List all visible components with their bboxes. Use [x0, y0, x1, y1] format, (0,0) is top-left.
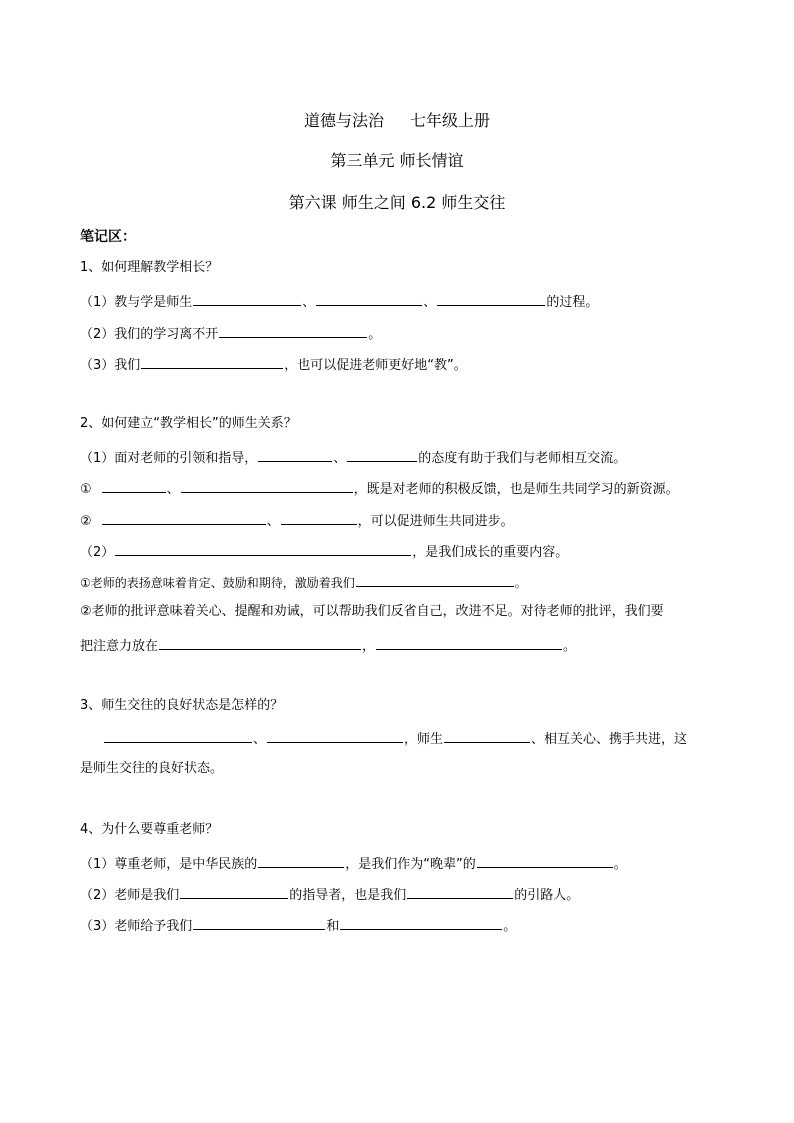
q3-question: 3、师生交往的良好状态是怎样的？: [80, 698, 284, 713]
q2-item-2: （2） ，是我们成长的重要内容。: [80, 541, 568, 562]
q1-item-1: （1）教与学是师生 、 、 的过程。: [80, 291, 598, 312]
blank-field[interactable]: [180, 884, 288, 899]
q3-answer-line-2: 是师生交往的良好状态。: [80, 761, 224, 776]
title-grade: 七年级上册: [410, 111, 491, 130]
blank-field[interactable]: [219, 323, 367, 338]
blank-field[interactable]: [340, 915, 502, 930]
blank-field[interactable]: [444, 728, 530, 743]
blank-field[interactable]: [407, 884, 513, 899]
unit-title: 第三单元 师长情谊: [330, 151, 464, 170]
q2-sub-2: ② 、 ，可以促进师生共同进步。: [80, 510, 514, 531]
q3-answer-line-1: 、 ，师生 、相互关心、携手共进，这: [80, 728, 687, 749]
q2-sub-4: ②老师的批评意味着关心、提醒和劝诫，可以帮助我们反省自己，改进不足。对待老师的批评，我们要: [80, 604, 664, 619]
blank-field[interactable]: [376, 635, 562, 650]
q4-item-1: （1）尊重老师，是中华民族的 ，是我们作为“晚辈”的 。: [80, 853, 627, 874]
blank-field[interactable]: [104, 728, 252, 743]
blank-field[interactable]: [159, 635, 361, 650]
q2-item-1: （1）面对老师的引领和指导， 、 的态度有助于我们与老师相互交流。: [80, 447, 626, 468]
blank-field[interactable]: [477, 853, 613, 868]
q1-question: 1、如何理解教学相长？: [80, 260, 219, 275]
q4-question: 4、为什么要尊重老师？: [80, 822, 219, 837]
lesson-title: 第六课 师生之间 6.2 师生交往: [288, 193, 506, 212]
blank-field[interactable]: [267, 728, 403, 743]
blank-field[interactable]: [193, 915, 325, 930]
blank-field[interactable]: [115, 541, 411, 556]
blank-field[interactable]: [258, 853, 344, 868]
q2-sub-4-cont: 把注意力放在 ， 。: [80, 635, 576, 656]
blank-field[interactable]: [102, 478, 166, 493]
blank-field[interactable]: [181, 478, 353, 493]
q1-item-2: （2）我们的学习离不开 。: [80, 323, 381, 344]
blank-field[interactable]: [437, 291, 545, 306]
q4-item-2: （2）老师是我们 的指导者，也是我们 的引路人。: [80, 884, 579, 905]
q2-sub-3: ①老师的表扬意味着肯定、鼓励和期待，激励着我们 。: [80, 572, 527, 592]
blank-field[interactable]: [281, 510, 357, 525]
q1-item-3: （3）我们 ，也可以促进老师更好地“教”。: [80, 354, 467, 375]
notes-label: 笔记区：: [80, 229, 136, 245]
title-subject: 道德与法治: [303, 111, 384, 130]
blank-field[interactable]: [258, 447, 332, 462]
q4-item-3: （3）老师给予我们 和 。: [80, 915, 516, 936]
page-title: [0, 108, 794, 131]
blank-field[interactable]: [356, 572, 514, 587]
q2-sub-1: ① 、 ，既是对老师的积极反馈，也是师生共同学习的新资源。: [80, 478, 679, 499]
blank-field[interactable]: [316, 291, 422, 306]
q2-question: 2、如何建立“教学相长”的师生关系？: [80, 416, 297, 431]
blank-field[interactable]: [193, 291, 301, 306]
blank-field[interactable]: [141, 354, 283, 369]
blank-field[interactable]: [102, 510, 266, 525]
blank-field[interactable]: [347, 447, 417, 462]
